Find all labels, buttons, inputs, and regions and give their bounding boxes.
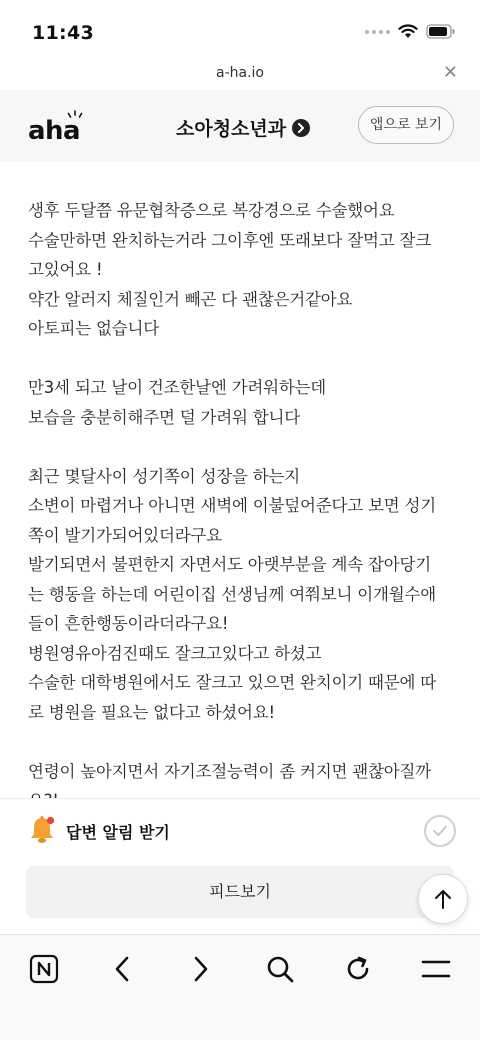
post-line: 아토피는 없습니다 xyxy=(28,319,159,338)
post-paragraph xyxy=(28,196,460,344)
post-body xyxy=(28,196,460,845)
bell-icon xyxy=(28,815,56,849)
check-icon[interactable] xyxy=(424,815,456,847)
post-line: 만3세 되고 날이 건조한날엔 가려워하는데 xyxy=(28,378,327,397)
post-line: 병원영유아검진때도 잘크고있다고 하셨고 xyxy=(28,643,322,663)
post-line: 최근 몇달사이 성기쪽이 성장을 하는지 xyxy=(28,466,301,486)
url-text[interactable]: a-ha.io xyxy=(216,65,264,81)
answer-alert-row[interactable] xyxy=(0,798,480,862)
chevron-right-icon xyxy=(292,119,310,137)
status-icons xyxy=(365,24,456,39)
svg-text:aha: aha xyxy=(28,116,81,144)
post-line: 연령이 높아지면서 자기조절능력이 좀 커지면 괜찮아질까 xyxy=(28,761,431,781)
status-time: 11:43 xyxy=(32,22,94,44)
scroll-top-button[interactable] xyxy=(418,874,468,924)
post-line: 수술만하면 완치하는거라 그이후엔 또래보다 잘먹고 잘크 xyxy=(28,230,431,250)
post-paragraph xyxy=(28,462,460,728)
feed-button[interactable]: 피드보기 xyxy=(26,866,454,918)
alert-label: 답변 알림 받기 xyxy=(66,823,170,842)
post-line: 보습을 충분히해주면 덜 가려워 합니다 xyxy=(28,407,301,427)
search-icon[interactable] xyxy=(262,951,298,987)
close-icon[interactable]: ✕ xyxy=(442,62,458,83)
post-line: 는 행동을 하는데 어린이집 선생님께 여쭤보니 이개월수애 xyxy=(28,584,437,604)
naver-icon[interactable] xyxy=(26,951,62,987)
post-line: 발기되면서 불편한지 자면서도 아랫부분을 계속 잡아당기 xyxy=(28,555,431,574)
post-line: 소변이 마렵거나 아니면 새벽에 이불덮어준다고 보면 성기 xyxy=(28,496,437,515)
reload-icon[interactable] xyxy=(340,951,376,987)
forward-icon[interactable] xyxy=(183,951,219,987)
open-app-button[interactable]: 앱으로 보기 xyxy=(358,106,454,144)
battery-icon xyxy=(426,24,456,39)
menu-icon[interactable] xyxy=(418,951,454,987)
category-title-label: 소아청소년과 xyxy=(176,118,287,140)
post-line: 로 병원을 필요는 없다고 하셨어요! xyxy=(28,702,275,722)
wifi-icon xyxy=(398,24,418,39)
url-bar xyxy=(0,62,480,90)
category-title[interactable] xyxy=(176,114,310,141)
post-line: 수술한 대학병원에서도 잘크고 있으면 완치이기 때문에 따 xyxy=(28,673,437,692)
app-header xyxy=(0,90,480,162)
browser-toolbar xyxy=(0,934,480,1040)
post-line: 약간 알러지 체질인거 빼곤 다 괜찮은거같아요 xyxy=(28,289,353,309)
post-line: 생후 두달쯤 유문협착증으로 복강경으로 수술했어요 xyxy=(28,201,395,220)
aha-logo[interactable] xyxy=(28,108,90,148)
back-icon[interactable] xyxy=(104,951,140,987)
arrow-up-icon xyxy=(433,888,453,910)
status-bar xyxy=(0,0,480,62)
post-paragraph xyxy=(28,373,460,432)
post-line: 쪽이 발기가되어있더라구요 xyxy=(28,525,222,545)
signal-icon xyxy=(365,30,390,34)
post-line: 고있어요 ! xyxy=(28,260,103,279)
post-line: 들이 흔한행동이라더라구요! xyxy=(28,614,229,633)
